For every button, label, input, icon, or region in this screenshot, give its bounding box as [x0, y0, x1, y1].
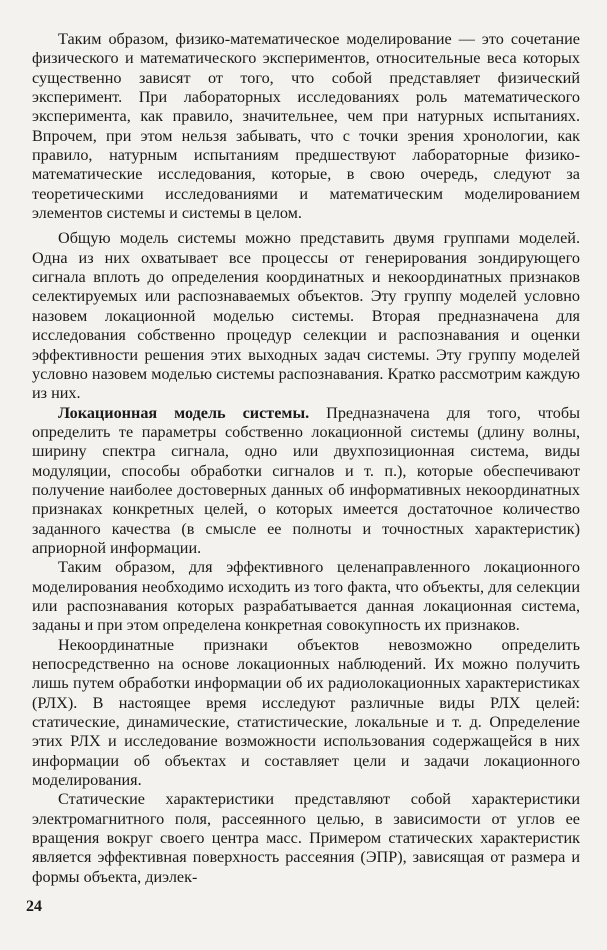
paragraph-5-text: Некоординатные признаки объектов невозможно определить непосредственно на основе локационных наблюдений. Их можно получить лишь путем обработки информации об их радиолокационных характеристиках (РЛХ). В настоящее время исследуют различные виды РЛХ целей: статические, динамические, статистические, локальные и т. д. Определение этих РЛХ и исследование возможности использования содержащейся в них информации об объектах и составляет цели и задачи локационного моделирования.	[32, 635, 580, 790]
paragraph-6	[32, 790, 580, 887]
paragraph-2	[32, 229, 580, 403]
paragraph-3-text: Предназначена для того, чтобы определить те параметры собственно локационной системы (длину волны, ширину спектра сигнала, одно или двухпозиционная система, виды модуляции, способы обработки сигналов и т. п.), которые обеспечивают получение наиболее достоверных данных об информативных некоординатных признаках конкретных целей, о которых имеется достаточное количество заданного качества (в смысле ее полноты и точностных характеристик) априорной информации.	[32, 403, 580, 557]
paragraph-3	[32, 404, 580, 559]
page-number: 24	[26, 898, 42, 915]
paragraph-4-text: Таким образом, для эффективного целенаправленного локационного моделирования необходимо исходить из того факта, что объекты, для селекции или распознавания которых разрабатывается данная локационная система, заданы и при этом определена конкретная совокупность их признаков.	[32, 558, 580, 635]
page-body	[32, 30, 580, 887]
paragraph-2-text: Общую модель системы можно представить двумя группами моделей. Одна из них охватывает все процессы от генерирования зондирующего сигнала вплоть до определения координатных и некоординатных признаков селектируемых или распознаваемых объектов. Эту группу моделей условно назовем локационной моделью системы. Вторая предназначена для исследования собственно процедур селекции и распознавания и оценки эффективности решения этих выходных задач системы. Эту группу моделей условно назовем моделью системы распознавания. Кратко рассмотрим каждую из них.	[32, 229, 580, 403]
paragraph-1-text: Таким образом, физико-математическое моделирование — это сочетание физического и математического экспериментов, относительные веса которых существенно зависят от того, что собой представляет физический эксперимент. При лабораторных исследованиях роль математического эксперимента, как правило, значительнее, чем при натурных испытаниях. Впрочем, при этом нельзя забывать, что с точки зрения хронологии, как правило, натурным испытаниям предшествуют лабораторные физико-математические исследования, которые, в свою очередь, следуют за теоретическими исследованиями и математическим моделированием элементов системы и системы в целом.	[32, 30, 580, 223]
paragraph-1	[32, 30, 580, 223]
paragraph-4	[32, 558, 580, 635]
paragraph-6-text: Статические характеристики представляют собой характеристики электромагнитного поля, рассеянного целью, в зависимости от углов ее вращения вокруг своего центра масс. Примером статических характеристик является эффективная поверхность рассеяния (ЭПР), зависящая от размера и формы объекта, диэлек-	[32, 790, 580, 886]
paragraph-5	[32, 636, 580, 791]
paragraph-3-heading: Локационная модель системы.	[58, 403, 310, 422]
